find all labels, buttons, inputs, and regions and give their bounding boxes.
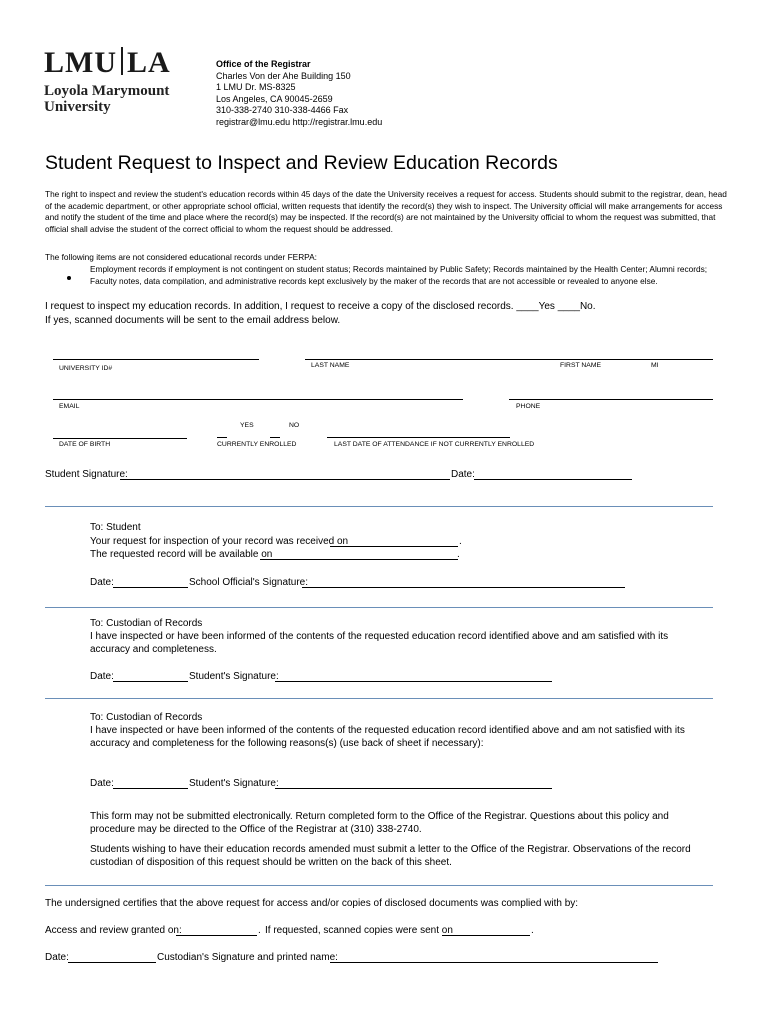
office-name: Office of the Registrar bbox=[216, 59, 311, 69]
period: . bbox=[258, 925, 261, 936]
satisfied-signature-field[interactable] bbox=[275, 681, 552, 682]
satisfied-signature-label: Student's Signature: bbox=[189, 671, 279, 682]
satisfied-date-field[interactable] bbox=[113, 681, 188, 682]
period: . bbox=[457, 549, 460, 560]
dob-label: DATE OF BIRTH bbox=[59, 441, 111, 448]
email-field[interactable] bbox=[53, 399, 463, 400]
ferpa-heading: The following items are not considered educational records under FERPA: bbox=[45, 252, 317, 262]
official-date-field[interactable] bbox=[113, 587, 188, 588]
student-date-label: Date: bbox=[451, 469, 475, 480]
logo-wordmark: LMU LA bbox=[44, 46, 171, 79]
address-line-1: 1 LMU Dr. MS-8325 bbox=[216, 82, 296, 92]
email-label: EMAIL bbox=[59, 403, 80, 410]
certify-statement: The undersigned certifies that the above request for access and/or copies of disclosed documents was complied with by: bbox=[45, 898, 579, 909]
access-granted-label: Access and review granted on: bbox=[45, 925, 182, 936]
official-signature-label: School Official's Signature: bbox=[189, 577, 309, 588]
request-note: If yes, scanned documents will be sent to the email address below. bbox=[45, 315, 341, 326]
access-granted-field[interactable] bbox=[176, 935, 257, 936]
last-attendance-label: LAST DATE OF ATTENDANCE IF NOT CURRENTLY ENROLLED bbox=[334, 441, 535, 448]
available-text: The requested record will be available on bbox=[90, 549, 273, 560]
university-id-field[interactable] bbox=[53, 359, 259, 360]
satisfied-statement: I have inspected or have been informed of the contents of the requested education record identified above and am satisfied with its accuracy and completeness. bbox=[90, 631, 669, 655]
ferpa-item: Employment records if employment is not contingent on student status; Records maintained by Public Safety; Records maintained by the Health Center; Alumni records; Faculty notes, data compilation, and administrative records kept exclusively by the maker of the records that are not accessible or revealed to anyone else. bbox=[90, 264, 708, 286]
not-satisfied-signature-field[interactable] bbox=[275, 788, 552, 789]
no-label: NO bbox=[289, 422, 300, 429]
enrolled-label: CURRENTLY ENROLLED bbox=[217, 441, 297, 448]
satisfied-date-label: Date: bbox=[90, 671, 114, 682]
received-text: Your request for inspection of your record was received on bbox=[90, 536, 349, 547]
bullet-icon bbox=[67, 267, 71, 285]
phone-field[interactable] bbox=[509, 399, 713, 400]
to-student-heading: To: Student bbox=[90, 522, 141, 533]
university-id-label: UNIVERSITY ID# bbox=[59, 365, 113, 372]
building: Charles Von der Ahe Building 150 bbox=[216, 70, 351, 81]
section-divider bbox=[45, 607, 713, 608]
student-signature-field[interactable] bbox=[120, 479, 450, 480]
not-satisfied-date-label: Date: bbox=[90, 778, 114, 789]
period: . bbox=[531, 925, 534, 936]
custodian-heading: To: Custodian of Records bbox=[90, 712, 203, 723]
period: . bbox=[459, 536, 462, 547]
last-attendance-field[interactable] bbox=[327, 437, 510, 438]
registrar-address bbox=[216, 59, 382, 128]
not-satisfied-statement: I have inspected or have been informed of the contents of the requested education record identified above and am not satisfied with its accuracy and completeness for the following reasons(s) (use back of sheet if necessary): bbox=[90, 725, 685, 749]
custodian-heading: To: Custodian of Records bbox=[90, 618, 203, 629]
enrolled-no-blank[interactable] bbox=[270, 437, 280, 438]
section-divider bbox=[45, 506, 713, 507]
custodian-date-field[interactable] bbox=[68, 962, 156, 963]
yes-label: YES bbox=[240, 422, 254, 429]
student-date-field[interactable] bbox=[474, 479, 632, 480]
custodian-signature-label: Custodian's Signature and printed name: bbox=[157, 952, 338, 963]
student-signature-label: Student Signature: bbox=[45, 469, 128, 480]
logo-university-name: Loyola Marymount University bbox=[44, 83, 170, 115]
official-signature-field[interactable] bbox=[302, 587, 625, 588]
scanned-sent-field[interactable] bbox=[442, 935, 530, 936]
first-name-label: FIRST NAME bbox=[560, 362, 602, 369]
university-logo bbox=[44, 46, 171, 115]
custodian-date-label: Date: bbox=[45, 952, 69, 963]
phone-fax: 310-338-2740 310-338-4466 Fax bbox=[216, 105, 349, 115]
official-date-label: Date: bbox=[90, 577, 114, 588]
page-title: Student Request to Inspect and Review Education Records bbox=[45, 152, 558, 174]
contact-links: registrar@lmu.edu http://registrar.lmu.edu bbox=[216, 116, 383, 127]
name-field[interactable] bbox=[305, 359, 713, 360]
dob-field[interactable] bbox=[53, 438, 187, 439]
section-divider bbox=[45, 698, 713, 699]
section-divider bbox=[45, 885, 713, 886]
custodian-signature-field[interactable] bbox=[330, 962, 658, 963]
request-statement: I request to inspect my education records. In addition, I request to receive a copy of the disclosed records. ____Yes ____No. bbox=[45, 301, 596, 312]
intro-paragraph: The right to inspect and review the student's education records within 45 days of the date the University receives a request for access. Students should submit to the registrar, dean, head of the academic department, or other appropriate school official, written requests that identify the record(s) they wish to inspect. The University official will make arrangements for access and notify the student of the time and place where the record(s) may be inspected. If the record(s) are not maintained by the University official to whom the request was submitted, that official shall advise the student of the correct official to whom the request should be addressed. bbox=[45, 189, 727, 234]
not-satisfied-date-field[interactable] bbox=[113, 788, 188, 789]
address-line-2: Los Angeles, CA 90045-2659 bbox=[216, 93, 333, 104]
amendment-note: Students wishing to have their education records amended must submit a letter to the Office of the Registrar. Observations of the record custodian of disposition of this request should be written on the back of this sheet. bbox=[90, 844, 691, 868]
electronic-note: This form may not be submitted electronically. Return completed form to the Office of the Registrar. Questions about this policy and procedure may be directed to the Office of the Registrar at (310) 338-2740. bbox=[90, 811, 669, 835]
mi-label: MI bbox=[651, 362, 659, 369]
enrolled-yes-blank[interactable] bbox=[217, 437, 227, 438]
phone-label: PHONE bbox=[516, 403, 541, 410]
available-date-field[interactable] bbox=[260, 559, 458, 560]
not-satisfied-signature-label: Student's Signature: bbox=[189, 778, 279, 789]
received-date-field[interactable] bbox=[330, 546, 458, 547]
scanned-sent-label: If requested, scanned copies were sent on bbox=[265, 925, 453, 936]
last-name-label: LAST NAME bbox=[311, 362, 350, 369]
